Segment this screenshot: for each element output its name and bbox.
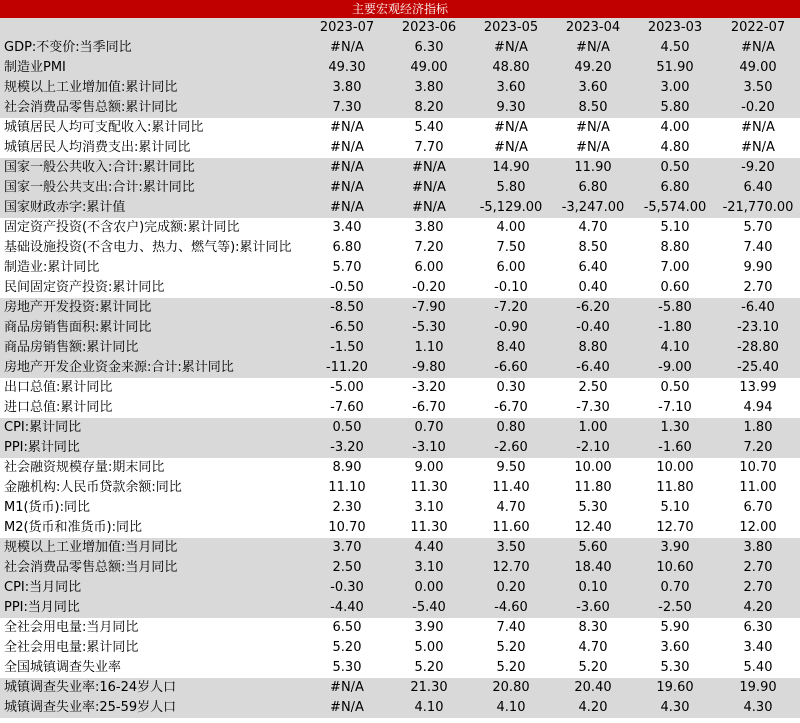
value-cell[interactable]: 6.30: [716, 618, 800, 638]
value-cell[interactable]: -7.60: [306, 398, 388, 418]
value-cell[interactable]: 3.70: [306, 538, 388, 558]
indicator-label-cell[interactable]: 出口总值:累计同比: [0, 378, 306, 398]
indicator-label-cell[interactable]: PPI:当月同比: [0, 598, 306, 618]
table-row: [0, 498, 800, 518]
indicator-label-cell[interactable]: 商品房销售面积:累计同比: [0, 318, 306, 338]
value-cell[interactable]: 7.50: [470, 238, 552, 258]
value-cell[interactable]: 1.30: [634, 418, 716, 438]
value-cell[interactable]: 10.00: [552, 458, 634, 478]
value-cell[interactable]: #N/A: [306, 38, 388, 58]
table-row: [0, 338, 800, 358]
table-row: [0, 238, 800, 258]
table-row: [0, 538, 800, 558]
value-cell[interactable]: 4.00: [470, 218, 552, 238]
value-cell[interactable]: 6.80: [552, 178, 634, 198]
value-cell[interactable]: 5.80: [470, 178, 552, 198]
value-cell[interactable]: 0.70: [388, 418, 470, 438]
value-cell[interactable]: -3.10: [388, 438, 470, 458]
value-cell[interactable]: 4.20: [716, 598, 800, 618]
value-cell[interactable]: -0.50: [306, 278, 388, 298]
value-cell[interactable]: 2.70: [716, 578, 800, 598]
value-cell[interactable]: 2.70: [716, 278, 800, 298]
table-row: [0, 178, 800, 198]
value-cell[interactable]: -3.60: [552, 598, 634, 618]
table-row: [0, 518, 800, 538]
value-cell[interactable]: -7.20: [470, 298, 552, 318]
value-cell[interactable]: 5.40: [388, 118, 470, 138]
value-cell[interactable]: 0.20: [470, 578, 552, 598]
value-cell[interactable]: 5.20: [388, 658, 470, 678]
value-cell[interactable]: 5.30: [306, 658, 388, 678]
value-cell[interactable]: 3.80: [388, 78, 470, 98]
value-cell[interactable]: 20.40: [552, 678, 634, 698]
value-cell[interactable]: -9.00: [634, 358, 716, 378]
value-cell[interactable]: 10.70: [716, 458, 800, 478]
value-cell[interactable]: 4.10: [388, 698, 470, 718]
value-cell[interactable]: 0.50: [634, 158, 716, 178]
value-cell[interactable]: 6.50: [306, 618, 388, 638]
table-row: [0, 218, 800, 238]
value-cell[interactable]: 18.40: [552, 558, 634, 578]
value-cell[interactable]: #N/A: [552, 118, 634, 138]
value-cell[interactable]: 0.50: [634, 378, 716, 398]
indicator-label-cell[interactable]: 规模以上工业增加值:当月同比: [0, 538, 306, 558]
value-cell[interactable]: 5.30: [552, 498, 634, 518]
indicator-label-cell[interactable]: M1(货币):同比: [0, 498, 306, 518]
value-cell[interactable]: 3.40: [716, 638, 800, 658]
value-cell[interactable]: 2.50: [552, 378, 634, 398]
table-row: [0, 318, 800, 338]
value-cell[interactable]: 8.80: [552, 338, 634, 358]
indicator-label-cell[interactable]: 制造业:累计同比: [0, 258, 306, 278]
value-cell[interactable]: 10.00: [634, 458, 716, 478]
value-cell[interactable]: 0.60: [634, 278, 716, 298]
value-cell[interactable]: 8.80: [634, 238, 716, 258]
value-cell[interactable]: -5.80: [634, 298, 716, 318]
value-cell[interactable]: -28.80: [716, 338, 800, 358]
value-cell[interactable]: 49.00: [716, 58, 800, 78]
indicator-label-cell[interactable]: 全国城镇调查失业率: [0, 658, 306, 678]
value-cell[interactable]: -8.50: [306, 298, 388, 318]
value-cell[interactable]: 0.80: [470, 418, 552, 438]
value-cell[interactable]: -9.20: [716, 158, 800, 178]
value-cell[interactable]: -0.20: [388, 278, 470, 298]
value-cell[interactable]: 5.10: [634, 218, 716, 238]
value-cell[interactable]: 10.70: [306, 518, 388, 538]
table-row: [0, 438, 800, 458]
value-cell[interactable]: 3.00: [634, 78, 716, 98]
value-cell[interactable]: 5.70: [716, 218, 800, 238]
value-cell[interactable]: 10.60: [634, 558, 716, 578]
value-cell[interactable]: 4.00: [634, 118, 716, 138]
value-cell[interactable]: 11.90: [552, 158, 634, 178]
table-row: [0, 298, 800, 318]
value-cell[interactable]: 5.20: [470, 638, 552, 658]
value-cell[interactable]: 0.10: [552, 578, 634, 598]
value-cell[interactable]: -6.50: [306, 318, 388, 338]
value-cell[interactable]: 4.50: [634, 38, 716, 58]
value-cell[interactable]: #N/A: [306, 118, 388, 138]
value-cell[interactable]: 14.90: [470, 158, 552, 178]
table-row: [0, 638, 800, 658]
column-header[interactable]: 2023-03: [634, 18, 716, 38]
value-cell[interactable]: #N/A: [306, 198, 388, 218]
value-cell[interactable]: 7.40: [470, 618, 552, 638]
table-row: [0, 558, 800, 578]
value-cell[interactable]: 1.80: [716, 418, 800, 438]
indicator-label-cell[interactable]: 城镇调查失业率:16-24岁人口: [0, 678, 306, 698]
value-cell[interactable]: #N/A: [306, 138, 388, 158]
value-cell[interactable]: 6.70: [716, 498, 800, 518]
value-cell[interactable]: 9.50: [470, 458, 552, 478]
value-cell[interactable]: -5.30: [388, 318, 470, 338]
value-cell[interactable]: 4.94: [716, 398, 800, 418]
value-cell[interactable]: 11.80: [634, 478, 716, 498]
value-cell[interactable]: 7.30: [306, 98, 388, 118]
value-cell[interactable]: 7.20: [388, 238, 470, 258]
value-cell[interactable]: 5.70: [306, 258, 388, 278]
table-row: [0, 98, 800, 118]
value-cell[interactable]: 3.90: [634, 538, 716, 558]
value-cell[interactable]: #N/A: [388, 198, 470, 218]
value-cell[interactable]: 7.20: [716, 438, 800, 458]
value-cell[interactable]: 48.80: [470, 58, 552, 78]
table-row: [0, 58, 800, 78]
indicator-label-cell[interactable]: 社会消费品零售总额:累计同比: [0, 98, 306, 118]
value-cell[interactable]: #N/A: [552, 138, 634, 158]
value-cell[interactable]: -6.60: [470, 358, 552, 378]
value-cell[interactable]: 13.99: [716, 378, 800, 398]
value-cell[interactable]: 1.00: [552, 418, 634, 438]
value-cell[interactable]: 11.30: [388, 518, 470, 538]
indicator-table: [0, 18, 800, 718]
value-cell[interactable]: #N/A: [306, 158, 388, 178]
value-cell[interactable]: 3.50: [716, 78, 800, 98]
table-row: [0, 458, 800, 478]
indicator-label-cell[interactable]: 金融机构:人民币贷款余额:同比: [0, 478, 306, 498]
indicator-label-cell[interactable]: 社会消费品零售总额:当月同比: [0, 558, 306, 578]
value-cell[interactable]: 11.10: [306, 478, 388, 498]
value-cell[interactable]: 5.20: [552, 658, 634, 678]
value-cell[interactable]: 5.40: [716, 658, 800, 678]
value-cell[interactable]: 4.40: [388, 538, 470, 558]
value-cell[interactable]: 5.20: [470, 658, 552, 678]
value-cell[interactable]: 5.90: [634, 618, 716, 638]
value-cell[interactable]: 8.90: [306, 458, 388, 478]
indicator-label-cell[interactable]: 国家一般公共支出:合计:累计同比: [0, 178, 306, 198]
value-cell[interactable]: 4.80: [634, 138, 716, 158]
value-cell[interactable]: 21.30: [388, 678, 470, 698]
column-header[interactable]: 2023-05: [470, 18, 552, 38]
value-cell[interactable]: 4.10: [470, 698, 552, 718]
indicator-label-cell[interactable]: GDP:不变价:当季同比: [0, 38, 306, 58]
indicator-label-cell[interactable]: 全社会用电量:当月同比: [0, 618, 306, 638]
value-cell[interactable]: 3.60: [552, 78, 634, 98]
indicator-label-cell[interactable]: M2(货币和准货币):同比: [0, 518, 306, 538]
value-cell[interactable]: -7.90: [388, 298, 470, 318]
value-cell[interactable]: 3.50: [470, 538, 552, 558]
value-cell[interactable]: #N/A: [716, 118, 800, 138]
value-cell[interactable]: 6.80: [634, 178, 716, 198]
value-cell[interactable]: #N/A: [470, 118, 552, 138]
value-cell[interactable]: #N/A: [716, 38, 800, 58]
value-cell[interactable]: 11.80: [552, 478, 634, 498]
value-cell[interactable]: #N/A: [388, 158, 470, 178]
value-cell[interactable]: #N/A: [306, 678, 388, 698]
value-cell[interactable]: -6.40: [716, 298, 800, 318]
sheet-title: 主要宏观经济指标: [0, 0, 800, 18]
value-cell[interactable]: 49.20: [552, 58, 634, 78]
value-cell[interactable]: -0.30: [306, 578, 388, 598]
table-row: [0, 118, 800, 138]
value-cell[interactable]: #N/A: [306, 178, 388, 198]
value-cell[interactable]: -1.60: [634, 438, 716, 458]
value-cell[interactable]: -11.20: [306, 358, 388, 378]
value-cell[interactable]: 8.20: [388, 98, 470, 118]
value-cell[interactable]: 2.50: [306, 558, 388, 578]
value-cell[interactable]: 3.80: [388, 218, 470, 238]
value-cell[interactable]: -6.70: [388, 398, 470, 418]
value-cell[interactable]: -0.20: [716, 98, 800, 118]
value-cell[interactable]: -5,129.00: [470, 198, 552, 218]
value-cell[interactable]: 12.70: [470, 558, 552, 578]
value-cell[interactable]: -1.50: [306, 338, 388, 358]
value-cell[interactable]: #N/A: [388, 178, 470, 198]
indicator-label-cell[interactable]: 制造业PMI: [0, 58, 306, 78]
value-cell[interactable]: -9.80: [388, 358, 470, 378]
value-cell[interactable]: 8.30: [552, 618, 634, 638]
value-cell[interactable]: 12.40: [552, 518, 634, 538]
indicator-label-cell[interactable]: 国家一般公共收入:合计:累计同比: [0, 158, 306, 178]
table-row: [0, 398, 800, 418]
value-cell[interactable]: 51.90: [634, 58, 716, 78]
value-cell[interactable]: -1.80: [634, 318, 716, 338]
value-cell[interactable]: -23.10: [716, 318, 800, 338]
value-cell[interactable]: -4.60: [470, 598, 552, 618]
indicator-label-cell[interactable]: CPI:当月同比: [0, 578, 306, 598]
value-cell[interactable]: -25.40: [716, 358, 800, 378]
table-row: [0, 578, 800, 598]
value-cell[interactable]: 9.00: [388, 458, 470, 478]
value-cell[interactable]: -2.10: [552, 438, 634, 458]
table-row: [0, 258, 800, 278]
header-label-cell: [0, 18, 306, 38]
table-row: [0, 278, 800, 298]
value-cell[interactable]: 3.10: [388, 498, 470, 518]
value-cell[interactable]: 6.80: [306, 238, 388, 258]
value-cell[interactable]: -5,574.00: [634, 198, 716, 218]
value-cell[interactable]: 2.70: [716, 558, 800, 578]
value-cell[interactable]: 5.20: [306, 638, 388, 658]
value-cell[interactable]: 3.60: [634, 638, 716, 658]
value-cell[interactable]: -0.40: [552, 318, 634, 338]
value-cell[interactable]: 3.40: [306, 218, 388, 238]
value-cell[interactable]: #N/A: [306, 698, 388, 718]
value-cell[interactable]: #N/A: [552, 38, 634, 58]
table-row: [0, 618, 800, 638]
value-cell[interactable]: 6.00: [470, 258, 552, 278]
value-cell[interactable]: -6.40: [552, 358, 634, 378]
value-cell[interactable]: 5.30: [634, 658, 716, 678]
value-cell[interactable]: -2.60: [470, 438, 552, 458]
value-cell[interactable]: -7.10: [634, 398, 716, 418]
indicator-label-cell[interactable]: PPI:累计同比: [0, 438, 306, 458]
value-cell[interactable]: -7.30: [552, 398, 634, 418]
column-header[interactable]: 2022-07: [716, 18, 800, 38]
value-cell[interactable]: 8.40: [470, 338, 552, 358]
value-cell[interactable]: 0.00: [388, 578, 470, 598]
value-cell[interactable]: 3.80: [306, 78, 388, 98]
indicator-label-cell[interactable]: 固定资产投资(不含农户)完成额:累计同比: [0, 218, 306, 238]
table-row: [0, 138, 800, 158]
value-cell[interactable]: 8.50: [552, 98, 634, 118]
indicator-label-cell[interactable]: 全社会用电量:累计同比: [0, 638, 306, 658]
indicator-label-cell[interactable]: 房地产开发投资:累计同比: [0, 298, 306, 318]
indicator-label-cell[interactable]: 基础设施投资(不含电力、热力、燃气等):累计同比: [0, 238, 306, 258]
indicator-label-cell[interactable]: 国家财政赤字:累计值: [0, 198, 306, 218]
table-row: [0, 598, 800, 618]
table-row: [0, 378, 800, 398]
value-cell[interactable]: 1.10: [388, 338, 470, 358]
table-row: [0, 478, 800, 498]
value-cell[interactable]: -3,247.00: [552, 198, 634, 218]
column-header[interactable]: 2023-04: [552, 18, 634, 38]
value-cell[interactable]: 0.40: [552, 278, 634, 298]
value-cell[interactable]: -4.40: [306, 598, 388, 618]
table-row: [0, 38, 800, 58]
table-row: [0, 198, 800, 218]
header-row: [0, 18, 800, 38]
table-row: [0, 78, 800, 98]
value-cell[interactable]: -5.40: [388, 598, 470, 618]
table-row: [0, 418, 800, 438]
table-row: [0, 158, 800, 178]
table-row: [0, 698, 800, 718]
value-cell[interactable]: 9.30: [470, 98, 552, 118]
value-cell[interactable]: 5.10: [634, 498, 716, 518]
value-cell[interactable]: 0.30: [470, 378, 552, 398]
value-cell[interactable]: 5.60: [552, 538, 634, 558]
value-cell[interactable]: 6.40: [552, 258, 634, 278]
value-cell[interactable]: 2.30: [306, 498, 388, 518]
value-cell[interactable]: 12.70: [634, 518, 716, 538]
value-cell[interactable]: 4.70: [552, 638, 634, 658]
value-cell[interactable]: 6.40: [716, 178, 800, 198]
indicator-label-cell[interactable]: 城镇居民人均消费支出:累计同比: [0, 138, 306, 158]
value-cell[interactable]: -0.10: [470, 278, 552, 298]
value-cell[interactable]: 49.30: [306, 58, 388, 78]
value-cell[interactable]: #N/A: [470, 38, 552, 58]
value-cell[interactable]: -6.70: [470, 398, 552, 418]
value-cell[interactable]: 7.70: [388, 138, 470, 158]
value-cell[interactable]: 9.90: [716, 258, 800, 278]
value-cell[interactable]: 5.00: [388, 638, 470, 658]
value-cell[interactable]: 19.90: [716, 678, 800, 698]
value-cell[interactable]: 4.30: [716, 698, 800, 718]
value-cell[interactable]: -3.20: [306, 438, 388, 458]
indicator-label-cell[interactable]: CPI:累计同比: [0, 418, 306, 438]
value-cell[interactable]: -21,770.00: [716, 198, 800, 218]
value-cell[interactable]: 11.60: [470, 518, 552, 538]
column-header[interactable]: 2023-06: [388, 18, 470, 38]
value-cell[interactable]: 6.00: [388, 258, 470, 278]
indicator-label-cell[interactable]: 房地产开发企业资金来源:合计:累计同比: [0, 358, 306, 378]
value-cell[interactable]: 7.00: [634, 258, 716, 278]
indicator-label-cell[interactable]: 民间固定资产投资:累计同比: [0, 278, 306, 298]
indicator-label-cell[interactable]: 社会融资规模存量:期末同比: [0, 458, 306, 478]
value-cell[interactable]: #N/A: [470, 138, 552, 158]
value-cell[interactable]: 19.60: [634, 678, 716, 698]
value-cell[interactable]: 4.70: [552, 218, 634, 238]
value-cell[interactable]: 11.00: [716, 478, 800, 498]
value-cell[interactable]: 0.70: [634, 578, 716, 598]
value-cell[interactable]: 12.00: [716, 518, 800, 538]
value-cell[interactable]: 11.40: [470, 478, 552, 498]
value-cell[interactable]: 4.20: [552, 698, 634, 718]
value-cell[interactable]: -2.50: [634, 598, 716, 618]
value-cell[interactable]: 3.60: [470, 78, 552, 98]
value-cell[interactable]: -0.90: [470, 318, 552, 338]
value-cell[interactable]: -6.20: [552, 298, 634, 318]
table-row: [0, 658, 800, 678]
value-cell[interactable]: 4.10: [634, 338, 716, 358]
column-header[interactable]: 2023-07: [306, 18, 388, 38]
value-cell[interactable]: 0.50: [306, 418, 388, 438]
value-cell[interactable]: 4.70: [470, 498, 552, 518]
value-cell[interactable]: 5.80: [634, 98, 716, 118]
indicator-label-cell[interactable]: 规模以上工业增加值:累计同比: [0, 78, 306, 98]
table-row: [0, 358, 800, 378]
indicator-label-cell[interactable]: 进口总值:累计同比: [0, 398, 306, 418]
value-cell[interactable]: 20.80: [470, 678, 552, 698]
value-cell[interactable]: 7.40: [716, 238, 800, 258]
indicator-label-cell[interactable]: 商品房销售额:累计同比: [0, 338, 306, 358]
value-cell[interactable]: #N/A: [716, 138, 800, 158]
value-cell[interactable]: 8.50: [552, 238, 634, 258]
indicator-label-cell[interactable]: 城镇居民人均可支配收入:累计同比: [0, 118, 306, 138]
value-cell[interactable]: 6.30: [388, 38, 470, 58]
value-cell[interactable]: 49.00: [388, 58, 470, 78]
value-cell[interactable]: 3.80: [716, 538, 800, 558]
value-cell[interactable]: -3.20: [388, 378, 470, 398]
value-cell[interactable]: 4.30: [634, 698, 716, 718]
table-row: [0, 678, 800, 698]
value-cell[interactable]: -5.00: [306, 378, 388, 398]
value-cell[interactable]: 3.90: [388, 618, 470, 638]
value-cell[interactable]: 3.10: [388, 558, 470, 578]
indicator-label-cell[interactable]: 城镇调查失业率:25-59岁人口: [0, 698, 306, 718]
value-cell[interactable]: 11.30: [388, 478, 470, 498]
